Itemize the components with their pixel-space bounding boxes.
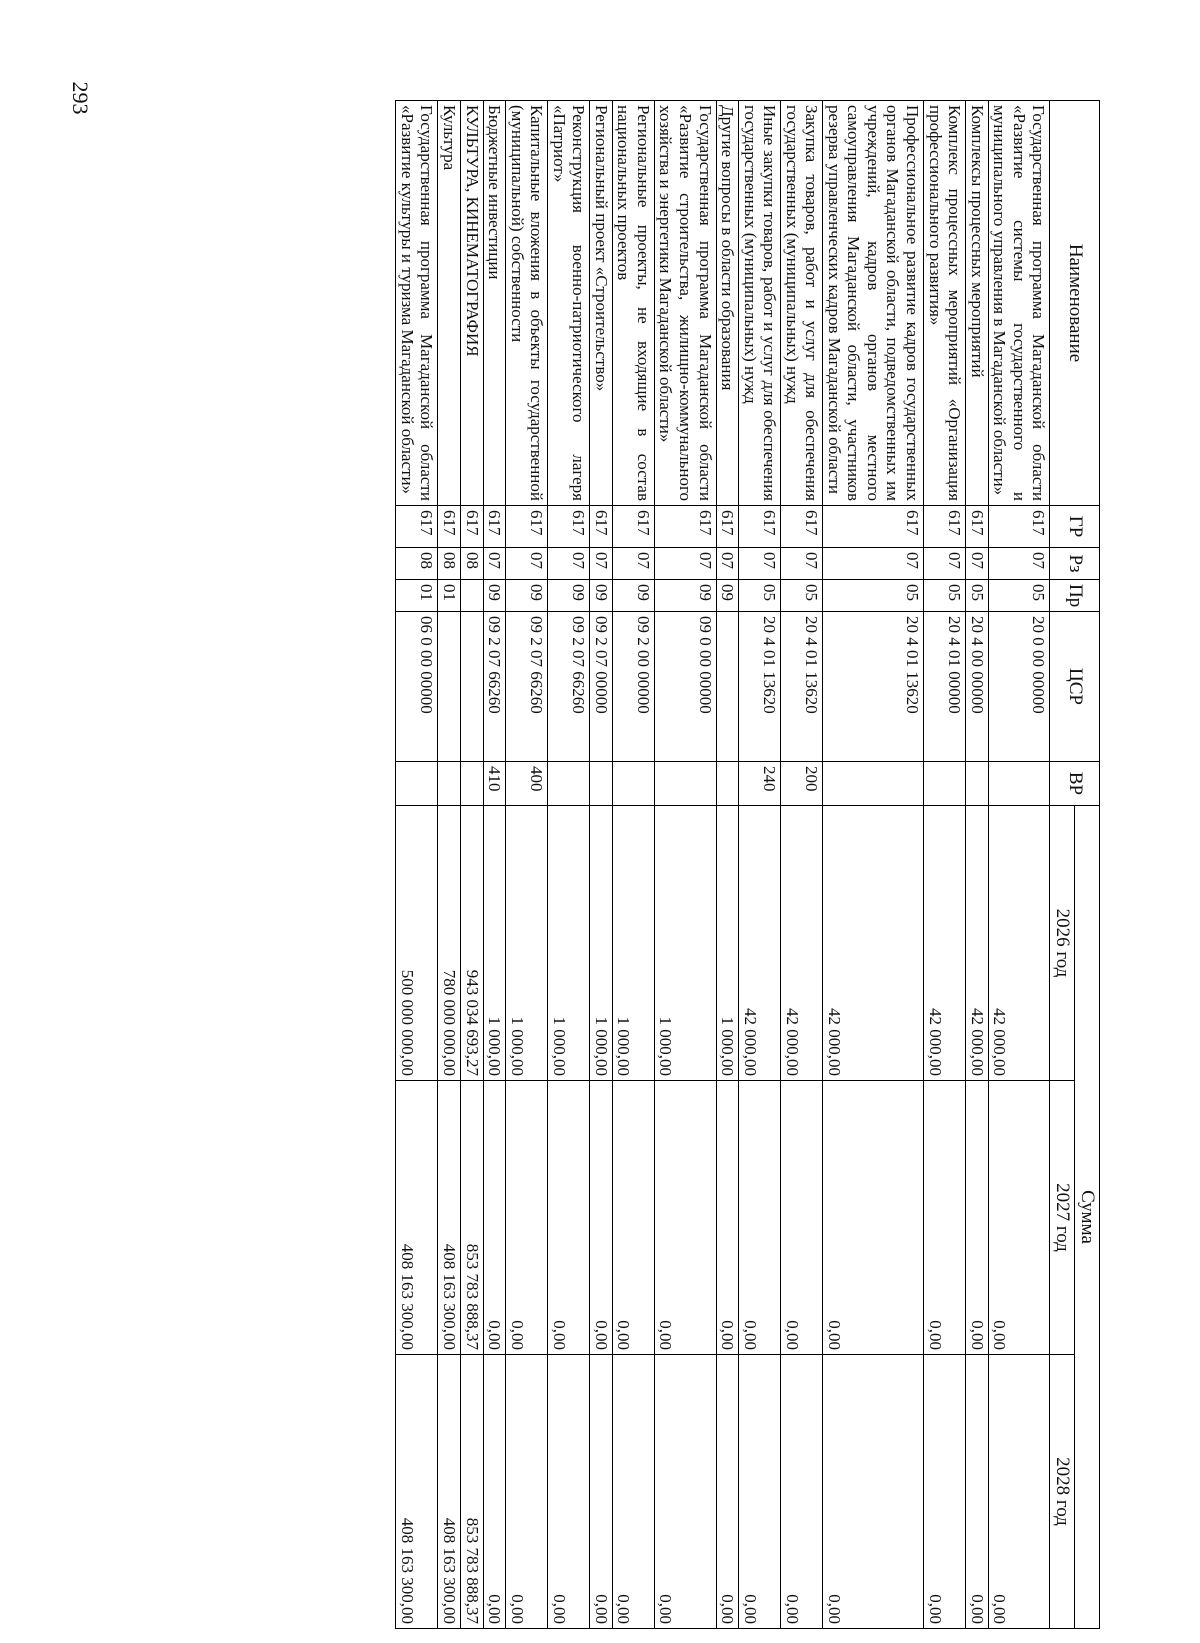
cell-csr: 09 2 07 66260 bbox=[548, 612, 590, 762]
cell-2027: 0,00 bbox=[506, 1081, 548, 1355]
cell-name: Государственная программа Магаданской области «Развитие строительства, жилищно-коммунального хозяйства и энергетики Магаданской области» bbox=[654, 101, 716, 506]
cell-gr: 617 bbox=[438, 506, 461, 548]
cell-2026: 943 034 693,27 bbox=[461, 806, 484, 1081]
cell-gr: 617 bbox=[612, 506, 654, 548]
cell-2027: 0,00 bbox=[654, 1081, 716, 1355]
cell-2026: 500 000 000,00 bbox=[396, 806, 438, 1081]
cell-2028: 0,00 bbox=[590, 1355, 613, 1629]
rotated-table-container bbox=[160, 100, 1100, 1628]
table-row bbox=[396, 101, 438, 1629]
cell-name: Профессиональное развитие кадров государственных органов Магаданской области, подведомственных им учреждений, кадров органов местного самоуправления Магаданской области, участников резерва управленческих кадров Магаданской области bbox=[823, 101, 924, 506]
page-number-wrap bbox=[60, 78, 100, 118]
cell-2027: 0,00 bbox=[612, 1081, 654, 1355]
cell-2028: 0,00 bbox=[483, 1355, 506, 1629]
cell-pr: 09 bbox=[654, 580, 716, 612]
cell-gr: 617 bbox=[924, 506, 966, 548]
cell-2026: 42 000,00 bbox=[924, 806, 966, 1081]
cell-2027: 0,00 bbox=[988, 1081, 1050, 1355]
cell-vr bbox=[461, 762, 484, 806]
cell-2026: 780 000 000,00 bbox=[438, 806, 461, 1081]
cell-name: Реконструкция военно-патриотического лагеря «Патриот» bbox=[548, 101, 590, 506]
cell-2028: 0,00 bbox=[506, 1355, 548, 1629]
cell-2027: 0,00 bbox=[716, 1081, 739, 1355]
table-row bbox=[590, 101, 613, 1629]
cell-csr: 20 4 01 00000 bbox=[924, 612, 966, 762]
cell-2028: 408 163 300,00 bbox=[438, 1355, 461, 1629]
cell-gr: 617 bbox=[739, 506, 781, 548]
cell-2028: 0,00 bbox=[612, 1355, 654, 1629]
cell-csr: 20 4 00 00000 bbox=[966, 612, 989, 762]
cell-pr: 09 bbox=[612, 580, 654, 612]
cell-rz: 07 bbox=[781, 548, 823, 580]
cell-gr: 617 bbox=[506, 506, 548, 548]
cell-gr: 617 bbox=[781, 506, 823, 548]
cell-pr: 01 bbox=[438, 580, 461, 612]
cell-pr: 05 bbox=[739, 580, 781, 612]
cell-vr: 240 bbox=[739, 762, 781, 806]
cell-gr: 617 bbox=[548, 506, 590, 548]
cell-2028: 408 163 300,00 bbox=[396, 1355, 438, 1629]
cell-vr bbox=[612, 762, 654, 806]
cell-2026: 1 000,00 bbox=[654, 806, 716, 1081]
cell-pr: 05 bbox=[823, 580, 924, 612]
cell-rz: 07 bbox=[506, 548, 548, 580]
cell-csr: 09 2 00 00000 bbox=[612, 612, 654, 762]
cell-name: Комплекс процессных мероприятий «Организация профессионального развития» bbox=[924, 101, 966, 506]
cell-2027: 0,00 bbox=[781, 1081, 823, 1355]
cell-pr: 09 bbox=[548, 580, 590, 612]
table-row bbox=[438, 101, 461, 1629]
cell-2027: 408 163 300,00 bbox=[396, 1081, 438, 1355]
cell-vr bbox=[438, 762, 461, 806]
table-row bbox=[716, 101, 739, 1629]
cell-2026: 1 000,00 bbox=[506, 806, 548, 1081]
cell-rz: 07 bbox=[739, 548, 781, 580]
cell-2026: 42 000,00 bbox=[966, 806, 989, 1081]
cell-pr: 09 bbox=[590, 580, 613, 612]
cell-2028: 0,00 bbox=[823, 1355, 924, 1629]
table-row bbox=[483, 101, 506, 1629]
cell-vr bbox=[823, 762, 924, 806]
cell-name: Иные закупки товаров, работ и услуг для обеспечения государственных (муниципальных) нужд bbox=[739, 101, 781, 506]
cell-csr bbox=[461, 612, 484, 762]
cell-rz: 07 bbox=[654, 548, 716, 580]
cell-2028: 0,00 bbox=[548, 1355, 590, 1629]
cell-gr: 617 bbox=[654, 506, 716, 548]
cell-pr: 05 bbox=[966, 580, 989, 612]
cell-rz: 07 bbox=[823, 548, 924, 580]
cell-2026: 42 000,00 bbox=[823, 806, 924, 1081]
cell-pr: 05 bbox=[988, 580, 1050, 612]
table-row bbox=[612, 101, 654, 1629]
cell-rz: 07 bbox=[590, 548, 613, 580]
cell-gr: 617 bbox=[590, 506, 613, 548]
cell-2027: 0,00 bbox=[924, 1081, 966, 1355]
cell-vr: 200 bbox=[781, 762, 823, 806]
cell-2028: 0,00 bbox=[739, 1355, 781, 1629]
cell-2027: 0,00 bbox=[966, 1081, 989, 1355]
cell-2026: 1 000,00 bbox=[590, 806, 613, 1081]
header-row-1 bbox=[1075, 101, 1100, 1629]
header-vr: ВР bbox=[1050, 762, 1100, 806]
cell-rz: 07 bbox=[612, 548, 654, 580]
cell-csr: 09 2 07 00000 bbox=[590, 612, 613, 762]
header-name: Наименование bbox=[1050, 101, 1100, 506]
table-row bbox=[739, 101, 781, 1629]
cell-pr: 09 bbox=[483, 580, 506, 612]
cell-2027: 0,00 bbox=[739, 1081, 781, 1355]
cell-name: Другие вопросы в области образования bbox=[716, 101, 739, 506]
table-row bbox=[988, 101, 1050, 1629]
cell-gr: 617 bbox=[396, 506, 438, 548]
cell-vr bbox=[590, 762, 613, 806]
cell-vr bbox=[716, 762, 739, 806]
cell-pr: 05 bbox=[924, 580, 966, 612]
table-row bbox=[506, 101, 548, 1629]
cell-csr: 20 4 01 13620 bbox=[781, 612, 823, 762]
cell-2028: 0,00 bbox=[924, 1355, 966, 1629]
table-row bbox=[823, 101, 924, 1629]
cell-pr: 05 bbox=[781, 580, 823, 612]
cell-pr: 01 bbox=[396, 580, 438, 612]
cell-csr bbox=[438, 612, 461, 762]
cell-2028: 0,00 bbox=[654, 1355, 716, 1629]
cell-vr: 400 bbox=[506, 762, 548, 806]
cell-vr bbox=[966, 762, 989, 806]
cell-gr: 617 bbox=[716, 506, 739, 548]
cell-2027: 0,00 bbox=[590, 1081, 613, 1355]
cell-rz: 07 bbox=[924, 548, 966, 580]
table-row bbox=[548, 101, 590, 1629]
cell-vr bbox=[988, 762, 1050, 806]
cell-2026: 42 000,00 bbox=[739, 806, 781, 1081]
cell-name: Государственная программа Магаданской области «Развитие системы государственного и муниципального управления в Магаданской области» bbox=[988, 101, 1050, 506]
page-number: 293 bbox=[68, 81, 93, 115]
cell-2028: 0,00 bbox=[781, 1355, 823, 1629]
budget-table bbox=[395, 100, 1100, 1629]
cell-gr: 617 bbox=[966, 506, 989, 548]
cell-name: Капитальные вложения в объекты государственной (муниципальной) собственности bbox=[506, 101, 548, 506]
cell-name: Закупка товаров, работ и услуг для обеспечения государственных (муниципальных) нужд bbox=[781, 101, 823, 506]
cell-pr: 09 bbox=[506, 580, 548, 612]
cell-vr bbox=[654, 762, 716, 806]
cell-2027: 408 163 300,00 bbox=[438, 1081, 461, 1355]
cell-rz: 08 bbox=[438, 548, 461, 580]
header-sum: Сумма bbox=[1075, 806, 1100, 1629]
cell-rz: 08 bbox=[461, 548, 484, 580]
header-gr: ГР bbox=[1050, 506, 1100, 548]
cell-2028: 853 783 888,37 bbox=[461, 1355, 484, 1629]
table-row bbox=[966, 101, 989, 1629]
cell-2027: 0,00 bbox=[548, 1081, 590, 1355]
table-row bbox=[654, 101, 716, 1629]
cell-csr: 20 4 01 13620 bbox=[739, 612, 781, 762]
cell-2026: 1 000,00 bbox=[612, 806, 654, 1081]
cell-name: КУЛЬТУРА, КИНЕМАТОГРАФИЯ bbox=[461, 101, 484, 506]
header-pr: Пр bbox=[1050, 580, 1100, 612]
cell-name: Региональные проекты, не входящие в состав национальных проектов bbox=[612, 101, 654, 506]
cell-rz: 07 bbox=[988, 548, 1050, 580]
header-2028: 2028 год bbox=[1050, 1355, 1075, 1629]
cell-rz: 07 bbox=[716, 548, 739, 580]
cell-gr: 617 bbox=[461, 506, 484, 548]
cell-gr: 617 bbox=[823, 506, 924, 548]
table-row bbox=[461, 101, 484, 1629]
cell-name: Бюджетные инвестиции bbox=[483, 101, 506, 506]
cell-2027: 0,00 bbox=[823, 1081, 924, 1355]
cell-vr bbox=[924, 762, 966, 806]
cell-2028: 0,00 bbox=[716, 1355, 739, 1629]
cell-gr: 617 bbox=[988, 506, 1050, 548]
cell-vr: 410 bbox=[483, 762, 506, 806]
header-rz: Рз bbox=[1050, 548, 1100, 580]
cell-csr: 20 0 00 00000 bbox=[988, 612, 1050, 762]
cell-rz: 08 bbox=[396, 548, 438, 580]
cell-gr: 617 bbox=[483, 506, 506, 548]
cell-name: Государственная программа Магаданской области «Развитие культуры и туризма Магаданской области» bbox=[396, 101, 438, 506]
cell-2026: 42 000,00 bbox=[781, 806, 823, 1081]
cell-2026: 1 000,00 bbox=[716, 806, 739, 1081]
cell-pr: 09 bbox=[716, 580, 739, 612]
cell-vr bbox=[396, 762, 438, 806]
cell-name: Культура bbox=[438, 101, 461, 506]
cell-rz: 07 bbox=[548, 548, 590, 580]
cell-csr: 06 0 00 00000 bbox=[396, 612, 438, 762]
cell-csr bbox=[716, 612, 739, 762]
header-csr: ЦСР bbox=[1050, 612, 1100, 762]
cell-csr: 09 2 07 66260 bbox=[483, 612, 506, 762]
table-row bbox=[781, 101, 823, 1629]
cell-2026: 1 000,00 bbox=[483, 806, 506, 1081]
cell-csr: 20 4 01 13620 bbox=[823, 612, 924, 762]
cell-2028: 0,00 bbox=[966, 1355, 989, 1629]
cell-rz: 07 bbox=[483, 548, 506, 580]
cell-csr: 09 0 00 00000 bbox=[654, 612, 716, 762]
cell-rz: 07 bbox=[966, 548, 989, 580]
cell-2026: 42 000,00 bbox=[988, 806, 1050, 1081]
header-2026: 2026 год bbox=[1050, 806, 1075, 1081]
cell-name: Комплексы процессных мероприятий bbox=[966, 101, 989, 506]
cell-2027: 0,00 bbox=[483, 1081, 506, 1355]
cell-vr bbox=[548, 762, 590, 806]
cell-csr: 09 2 07 66260 bbox=[506, 612, 548, 762]
cell-2026: 1 000,00 bbox=[548, 806, 590, 1081]
cell-name: Региональный проект «Строительство» bbox=[590, 101, 613, 506]
cell-pr bbox=[461, 580, 484, 612]
header-2027: 2027 год bbox=[1050, 1081, 1075, 1355]
table-row bbox=[924, 101, 966, 1629]
cell-2027: 853 783 888,37 bbox=[461, 1081, 484, 1355]
cell-2028: 0,00 bbox=[988, 1355, 1050, 1629]
